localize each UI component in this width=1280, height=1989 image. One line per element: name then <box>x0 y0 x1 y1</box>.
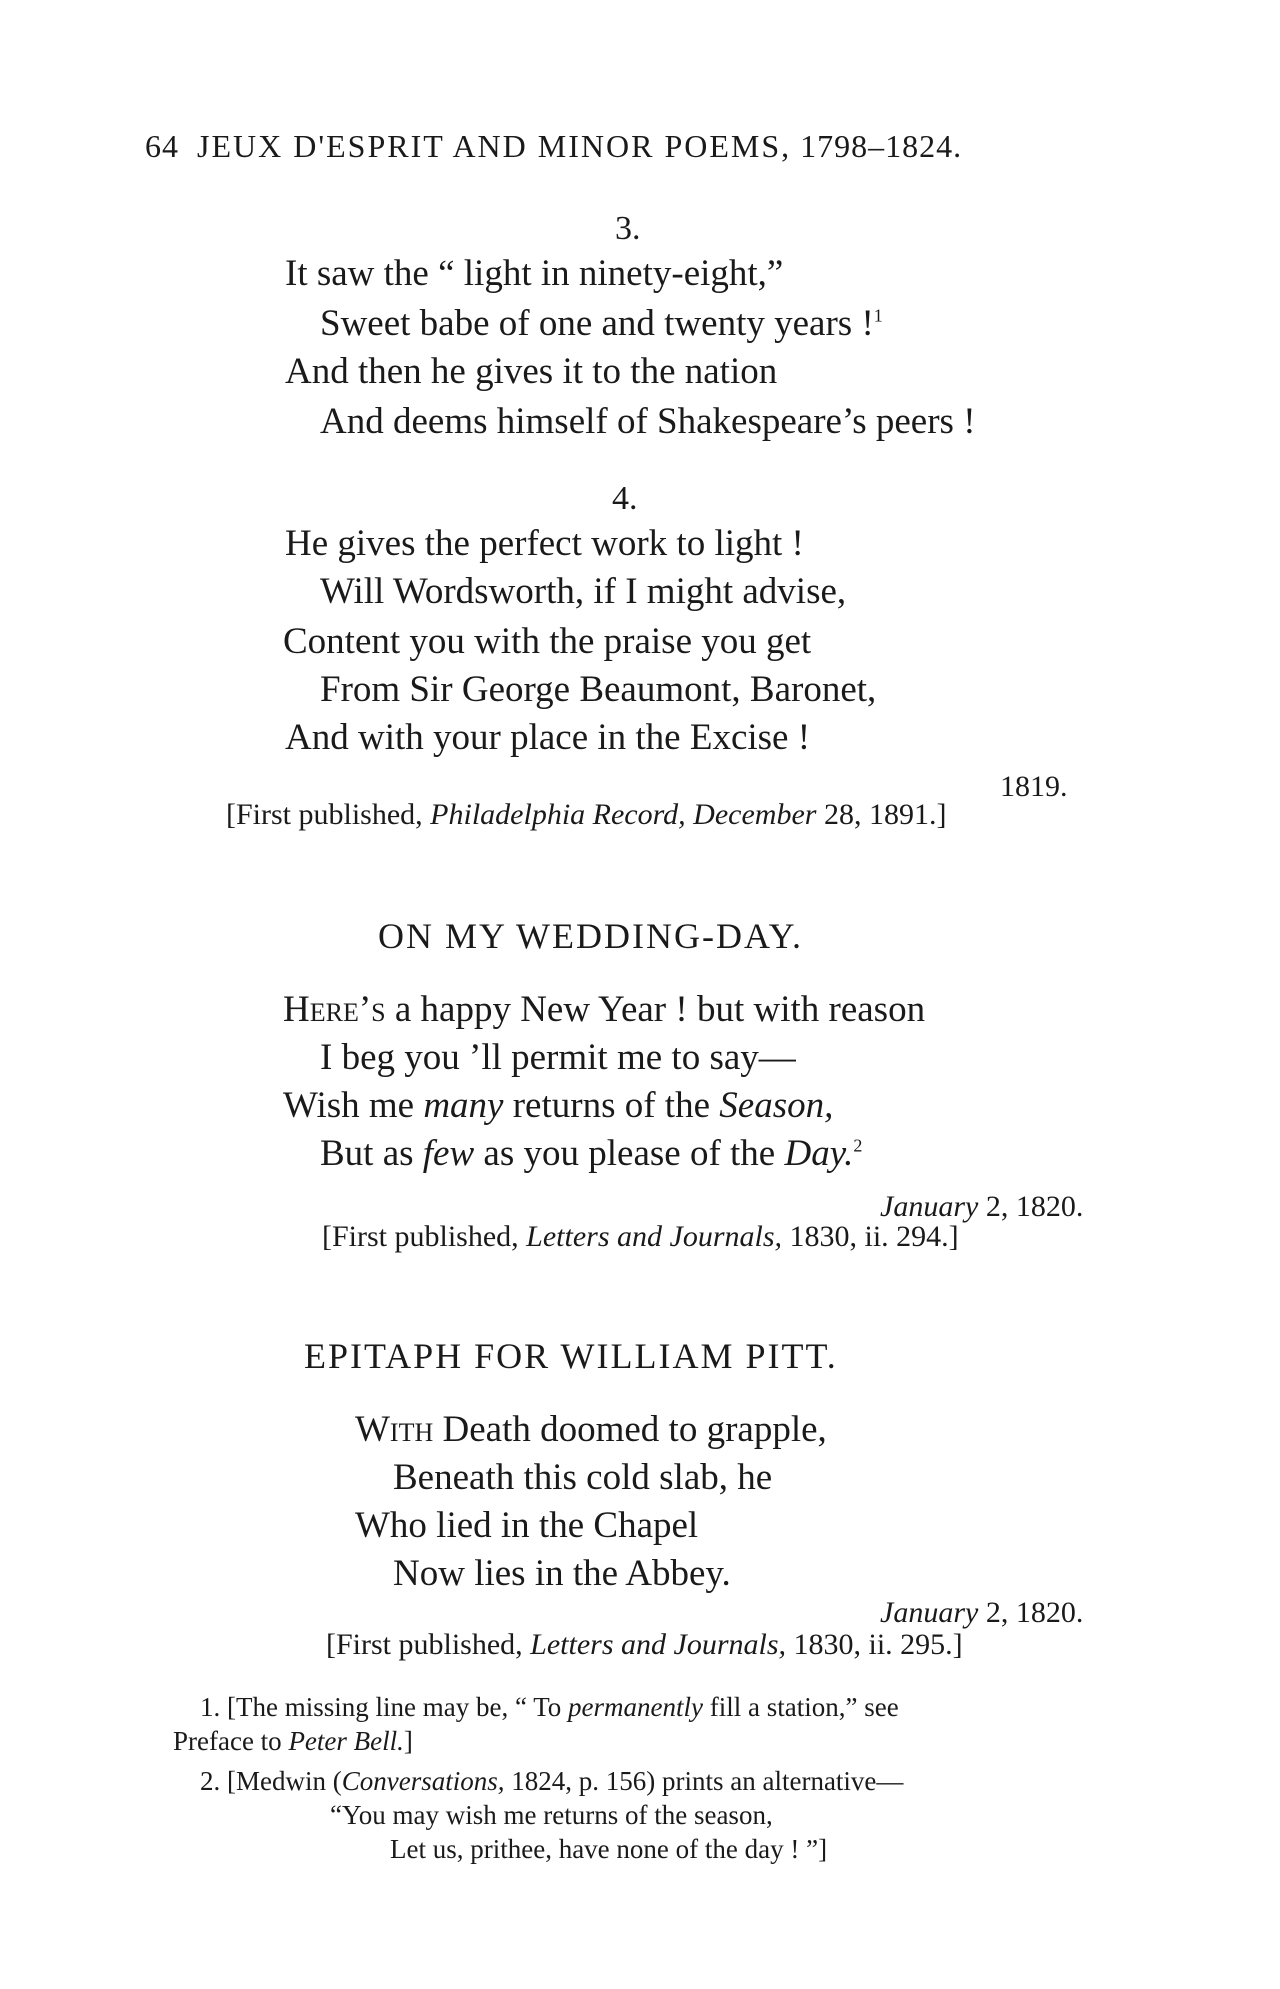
footnote-1-continued: Preface to Peter Bell.] <box>173 1726 413 1756</box>
running-years: 1798–1824. <box>800 128 963 164</box>
footnote-2-quote-line: “You may wish me returns of the season, <box>330 1800 773 1830</box>
publication-note: [First published, Letters and Journals, 1830, ii. 295.] <box>326 1628 963 1661</box>
running-header <box>145 128 962 165</box>
verse-line: Will Wordsworth, if I might advise, <box>320 571 847 612</box>
running-title: JEUX D'ESPRIT AND MINOR POEMS, <box>197 128 792 164</box>
stanza-number-4: 4. <box>612 480 638 517</box>
verse-line: It saw the “ light in ninety-eight,” <box>285 253 784 294</box>
verse-line: And with your place in the Excise ! <box>285 717 811 758</box>
poem-date: January 2, 1820. <box>880 1190 1084 1223</box>
footnote-1: 1. [The missing line may be, “ To permanently fill a station,” see <box>200 1692 899 1722</box>
footnote-2-quote-line: Let us, prithee, have none of the day ! ”] <box>390 1834 828 1864</box>
verse-line: And deems himself of Shakespeare’s peers ! <box>320 401 976 442</box>
verse-line: Beneath this cold slab, he <box>393 1457 773 1498</box>
footnote-ref-2: 2 <box>853 1135 863 1156</box>
verse-line: Now lies in the Abbey. <box>393 1553 731 1594</box>
verse-line: But as few as you please of the Day.$^2$ <box>320 1133 863 1174</box>
verse-line: And then he gives it to the nation <box>285 351 778 392</box>
verse-line: Here’s a happy New Year ! but with reason <box>283 989 926 1030</box>
verse-line: With Death doomed to grapple, <box>355 1409 827 1450</box>
verse-line: Wish me many returns of the Season, <box>283 1085 834 1126</box>
footnote-2: 2. [Medwin (Conversations, 1824, p. 156) prints an alternative— <box>200 1766 904 1796</box>
verse-line: I beg you ’ll permit me to say— <box>320 1037 796 1078</box>
verse-line: Content you with the praise you get <box>283 621 812 662</box>
poem-date: 1819. <box>1000 770 1068 803</box>
verse-line: From Sir George Beaumont, Baronet, <box>320 669 877 710</box>
stanza-number-3: 3. <box>615 210 641 247</box>
poem-title: ON MY WEDDING-DAY. <box>378 916 804 956</box>
page-number: 64 <box>145 128 179 164</box>
publication-note: [First published, Letters and Journals, 1830, ii. 294.] <box>322 1220 959 1253</box>
verse-line: Who lied in the Chapel <box>355 1505 699 1546</box>
poem-date: January 2, 1820. <box>880 1596 1084 1629</box>
verse-line: He gives the perfect work to light ! <box>285 523 804 564</box>
publication-note: [First published, Philadelphia Record, December 28, 1891.] <box>226 798 947 831</box>
verse-line: Sweet babe of one and twenty years !$^1$ <box>320 303 883 344</box>
poem-title: EPITAPH FOR WILLIAM PITT. <box>304 1336 838 1376</box>
footnote-ref-1: 1 <box>873 305 883 326</box>
